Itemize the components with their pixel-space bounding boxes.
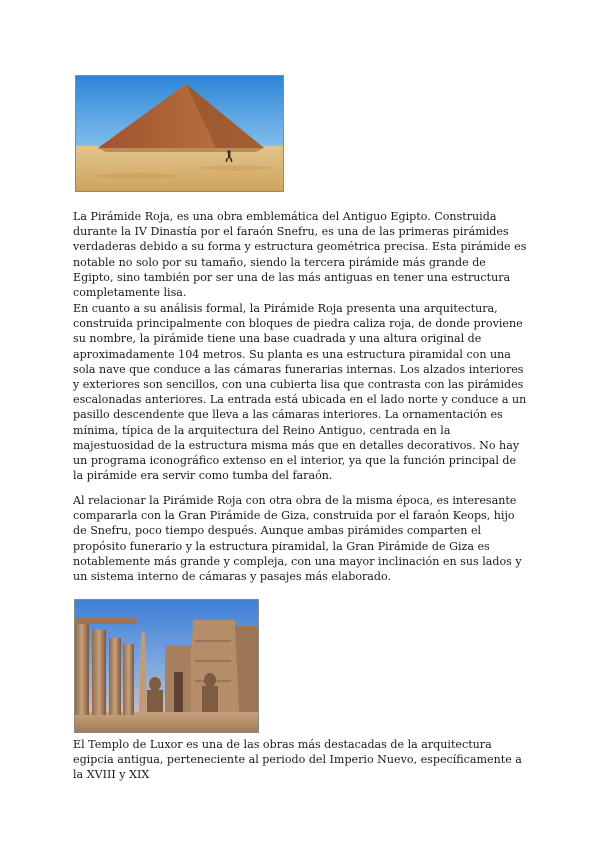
paragraph-3: Al relacionar la Pirámide Roja con otra obra de la misma época, es interesante compararla con la Gran Pirámide de Giza, construida por el faraón Keops, hijo de Snefru, poco tiempo después. Aunque ambas pirámides comparten el propósito funerario y la estructura piramidal, la Gran Pirámide de Giza es notablemente más grande y compleja, con una mayor inclinación en sus lados y un sistema interno de cámaras y pasajes más elaborado.	[73, 494, 522, 584]
paragraph-2: En cuanto a su análisis formal, la Pirámide Roja presenta una arquitectura, construida principalmente con bloques de piedra caliza roja, de donde proviene su nombre, la pirámide tiene una base cuadrada y una altura original de aproximadamente 104 metros. Su planta es una estructura piramidal con una sola nave que conduce a las cámaras funerarias internas. Los alzados interiores y exteriores son sencillos, con una cubierta lisa que contrasta con las pirámides escalonadas anteriores. La entrada está ubicada en el lado norte y conduce a un pasillo descendente que lleva a las cámaras interiores. La ornamentación es mínima, típica de la arquitectura del Reino Antiguo, centrada en la majestuosidad de la estructura misma más que en detalles decorativos. No hay un programa iconográfico extenso en el interior, ya que la función principal de la pirámide era servir como tumba del faraón.	[73, 302, 527, 483]
paragraph-1: La Pirámide Roja, es una obra emblemática del Antiguo Egipto. Construida durante la IV Dinastía por el faraón Snefru, es una de las primeras pirámides verdaderas debido a su forma y estructura geométrica precisa. Esta pirámide es notable no solo por su tamaño, siendo la tercera pirámide más grande de Egipto, sino también por ser una de las más antiguas en tener una estructura completamente lisa.	[73, 210, 527, 300]
paragraph-4: El Templo de Luxor es una de las obras más destacadas de la arquitectura egipcia antigua, perteneciente al periodo del Imperio Nuevo, específicamente a la XVIII y XIX	[73, 738, 522, 782]
red-pyramid-photo	[75, 75, 284, 192]
luxor-temple-photo	[74, 599, 259, 733]
